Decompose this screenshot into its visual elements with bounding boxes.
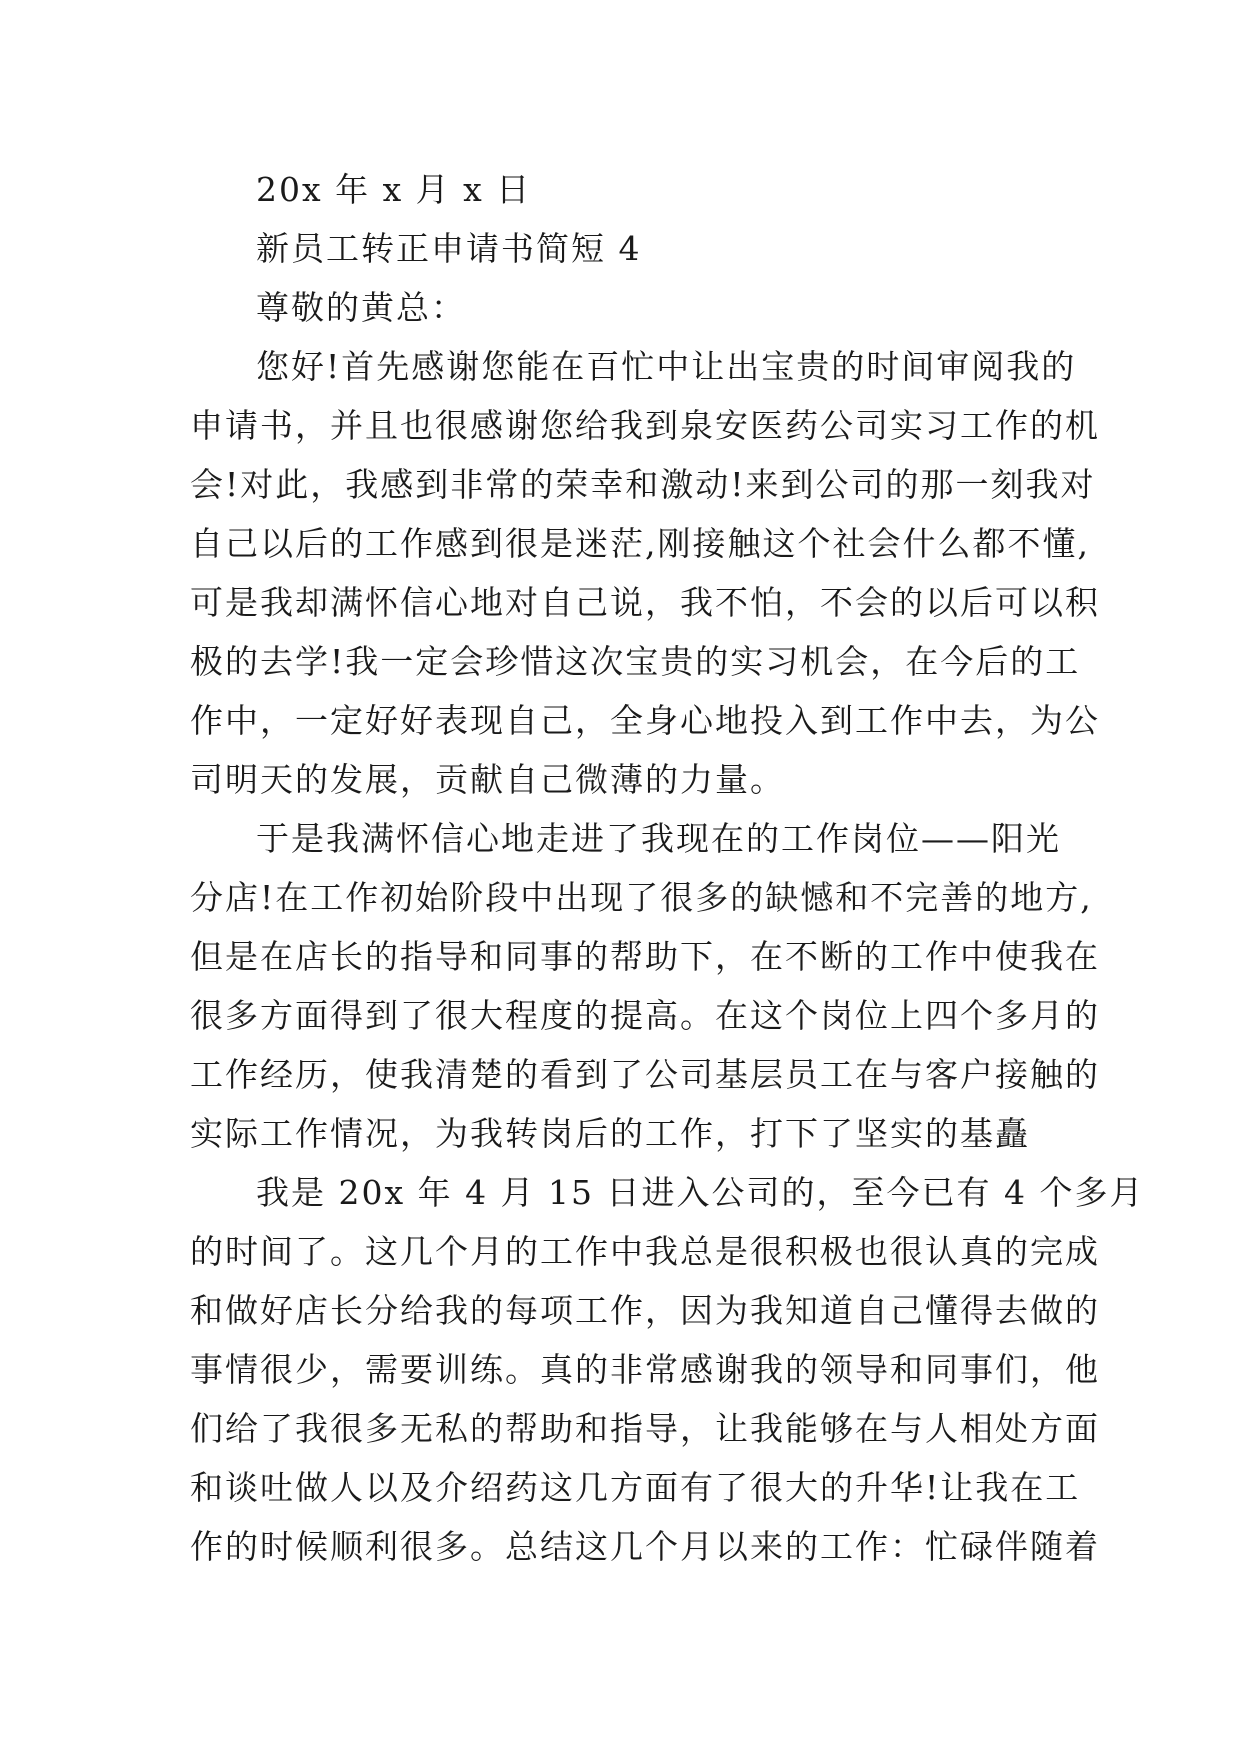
salutation: 尊敬的黄总：	[256, 288, 466, 327]
paragraph-line: 作中，一定好好表现自己，全身心地投入到工作中去，为公	[190, 701, 1100, 740]
paragraph-2	[190, 809, 1100, 1163]
paragraph-line: 的时间了。这几个月的工作中我总是很积极也很认真的完成	[190, 1232, 1100, 1271]
paragraph-line: 申请书，并且也很感谢您给我到泉安医药公司实习工作的机	[190, 406, 1100, 445]
paragraph-line: 会!对此，我感到非常的荣幸和激动!来到公司的那一刻我对	[190, 465, 1096, 504]
paragraph-line: 可是我却满怀信心地对自己说，我不怕，不会的以后可以积	[190, 583, 1100, 622]
paragraph-line: 于是我满怀信心地走进了我现在的工作岗位——阳光	[256, 819, 1061, 858]
date-line: 20x 年 x 月 x 日	[256, 170, 532, 209]
paragraph-line: 您好!首先感谢您能在百忙中让出宝贵的时间审阅我的	[256, 347, 1077, 386]
document-body	[190, 160, 1145, 1576]
paragraph-line: 但是在店长的指导和同事的帮助下，在不断的工作中使我在	[190, 937, 1100, 976]
paragraph-line: 实际工作情况，为我转岗后的工作，打下了坚实的基矗	[190, 1114, 1030, 1153]
paragraph-line: 作的时候顺利很多。总结这几个月以来的工作：忙碌伴随着	[190, 1527, 1100, 1566]
paragraph-line: 我是 20x 年 4 月 15 日进入公司的，至今已有 4 个多月	[256, 1173, 1145, 1212]
paragraph-1	[190, 337, 1100, 809]
paragraph-line: 们给了我很多无私的帮助和指导，让我能够在与人相处方面	[190, 1409, 1100, 1448]
paragraph-line: 事情很少，需要训练。真的非常感谢我的领导和同事们，他	[190, 1350, 1100, 1389]
paragraph-line: 分店!在工作初始阶段中出现了很多的缺憾和不完善的地方,	[190, 878, 1093, 917]
paragraph-line: 极的去学!我一定会珍惜这次宝贵的实习机会，在今后的工	[190, 642, 1081, 681]
paragraph-3	[190, 1163, 1145, 1576]
paragraph-line: 很多方面得到了很大程度的提高。在这个岗位上四个多月的	[190, 996, 1100, 1035]
paragraph-line: 和做好店长分给我的每项工作，因为我知道自己懂得去做的	[190, 1291, 1100, 1330]
paragraph-line: 和谈吐做人以及介绍药这几方面有了很大的升华!让我在工	[190, 1468, 1081, 1507]
paragraph-line: 工作经历，使我清楚的看到了公司基层员工在与客户接触的	[190, 1055, 1100, 1094]
paragraph-line: 自己以后的工作感到很是迷茫,刚接触这个社会什么都不懂,	[190, 524, 1090, 563]
document-heading: 新员工转正申请书简短 4	[256, 229, 642, 268]
paragraph-line: 司明天的发展，贡献自己微薄的力量。	[190, 760, 785, 799]
